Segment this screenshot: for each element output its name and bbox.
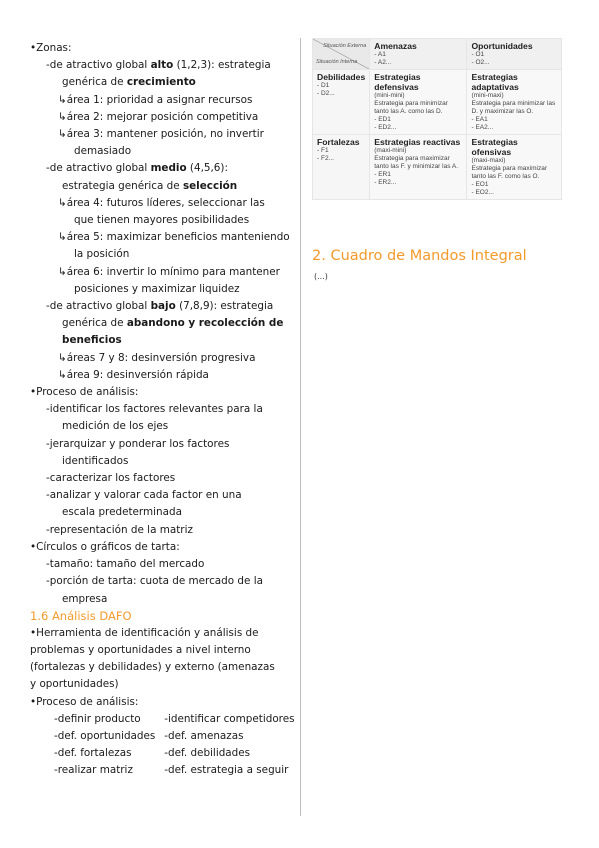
circulos-item-2-cont: empresa xyxy=(62,592,108,605)
area-3: ↳área 3: mantener posición, no invertir xyxy=(58,128,264,141)
dafo-desc-3: (fortalezas y debilidades) y externo (amenazas xyxy=(30,661,275,674)
area-4-cont: que tienen mayores posibilidades xyxy=(74,214,250,227)
proceso2-title: •Proceso de análisis: xyxy=(30,695,139,708)
proceso-step-1: -identificar los factores relevantes para la xyxy=(46,403,263,416)
zonas-title: •Zonas: xyxy=(30,42,72,54)
area-3-cont: demasiado xyxy=(74,145,132,158)
proceso-step-2: -jerarquizar y ponderar los factores xyxy=(46,437,230,450)
estrategias-adaptativas-cell: Estrategias adaptativas (mini-maxi) Estrategia para minimizar las D. y maximizar las O. - EA1 - EA2... xyxy=(467,70,562,135)
fortalezas-header: Fortalezas - F1 - F2... xyxy=(313,135,370,200)
amenazas-header: Amenazas - A1 - A2... xyxy=(370,39,467,70)
estrategias-reactivas-cell: Estrategias reactivas (maxi-mini) Estrategia para maximizar tanto las F. y minimizar las A. - ER1 - ER2... xyxy=(370,135,467,200)
area-6: ↳área 6: invertir lo mínimo para mantener xyxy=(58,265,280,278)
area-5: ↳área 5: maximizar beneficios manteniendo xyxy=(58,231,290,244)
zona-bajo-cont: genérica de abandono y recolección de xyxy=(62,317,284,330)
area-9: ↳área 9: desinversión rápida xyxy=(58,368,209,381)
estrategias-defensivas-cell: Estrategias defensivas (mini-mini) Estrategia para minimizar tanto las A. como las D. - ED1 - ED2... xyxy=(370,70,467,135)
notes-left-column xyxy=(30,40,302,780)
proceso-title: •Proceso de análisis: xyxy=(30,386,139,399)
debilidades-header: Debilidades - D1 - D2... xyxy=(313,70,370,135)
proceso-step-1-cont: medición de los ejes xyxy=(62,420,169,433)
area-4: ↳área 4: futuros líderes, seleccionar las xyxy=(58,196,265,209)
zona-alto: -de atractivo global alto (1,2,3): estrategia xyxy=(46,59,271,72)
estrategias-ofensivas-cell: Estrategias ofensivas (maxi-maxi) Estrategia para maximizar tanto las F. como las O. - EO1 - EO2... xyxy=(467,135,562,200)
proceso-step-3: -caracterizar los factores xyxy=(46,472,176,485)
oportunidades-header: Oportunidades - O1 - O2... xyxy=(467,39,562,70)
situacion-interna-label: Situación Interna xyxy=(316,59,358,65)
dafo-desc-1: •Herramienta de identificación y análisis de xyxy=(30,626,259,639)
section-heading-cuadro-mandos: 2. Cuadro de Mandos Integral xyxy=(312,248,527,264)
area-7-8: ↳áreas 7 y 8: desinversión progresiva xyxy=(58,351,256,364)
section-heading-dafo: 1.6 Análisis DAFO xyxy=(30,608,132,623)
circulos-item-2: -porción de tarta: cuota de mercado de la xyxy=(46,575,263,588)
dafo-corner-cell xyxy=(313,39,370,70)
situacion-externa-label: Situación Externa xyxy=(323,43,367,49)
circulos-title: •Círculos o gráficos de tarta: xyxy=(30,540,180,553)
proceso-step-4-cont: escala predeterminada xyxy=(62,506,182,519)
circulos-item-1: -tamaño: tamaño del mercado xyxy=(46,558,205,571)
dafo-desc-4: y oportunidades) xyxy=(30,678,119,691)
dafo-desc-2: problemas y oportunidades a nivel interno xyxy=(30,643,251,656)
area-6-cont: posiciones y maximizar liquidez xyxy=(74,282,240,295)
proceso-step-5: -representación de la matriz xyxy=(46,523,193,536)
proceso-step-2-cont: identificados xyxy=(62,454,129,467)
proceso-step-4: -analizar y valorar cada factor en una xyxy=(46,489,242,502)
column-divider xyxy=(300,38,301,816)
dafo-matrix-table xyxy=(312,38,562,200)
ellipsis-text: (...) xyxy=(314,272,328,281)
zona-bajo: -de atractivo global bajo (7,8,9): estrategia xyxy=(46,300,274,313)
zona-medio-cont: estrategia genérica de selección xyxy=(62,179,238,192)
area-5-cont: la posición xyxy=(74,248,130,261)
zona-medio: -de atractivo global medio (4,5,6): xyxy=(46,162,228,175)
zona-bajo-cont2: beneficios xyxy=(62,334,122,347)
area-1: ↳área 1: prioridad a asignar recursos xyxy=(58,93,253,106)
zona-alto-cont: genérica de crecimiento xyxy=(62,76,196,89)
dafo-steps-row-4: -realizar matriz -def. estrategia a seguir xyxy=(54,764,289,777)
dafo-steps-row-2: -def. oportunidades -def. amenazas xyxy=(54,729,244,742)
dafo-steps-row-3: -def. fortalezas -def. debilidades xyxy=(54,747,251,760)
dafo-steps-row-1: -definir producto -identificar competidores xyxy=(54,712,295,725)
area-2: ↳área 2: mejorar posición competitiva xyxy=(58,110,259,123)
